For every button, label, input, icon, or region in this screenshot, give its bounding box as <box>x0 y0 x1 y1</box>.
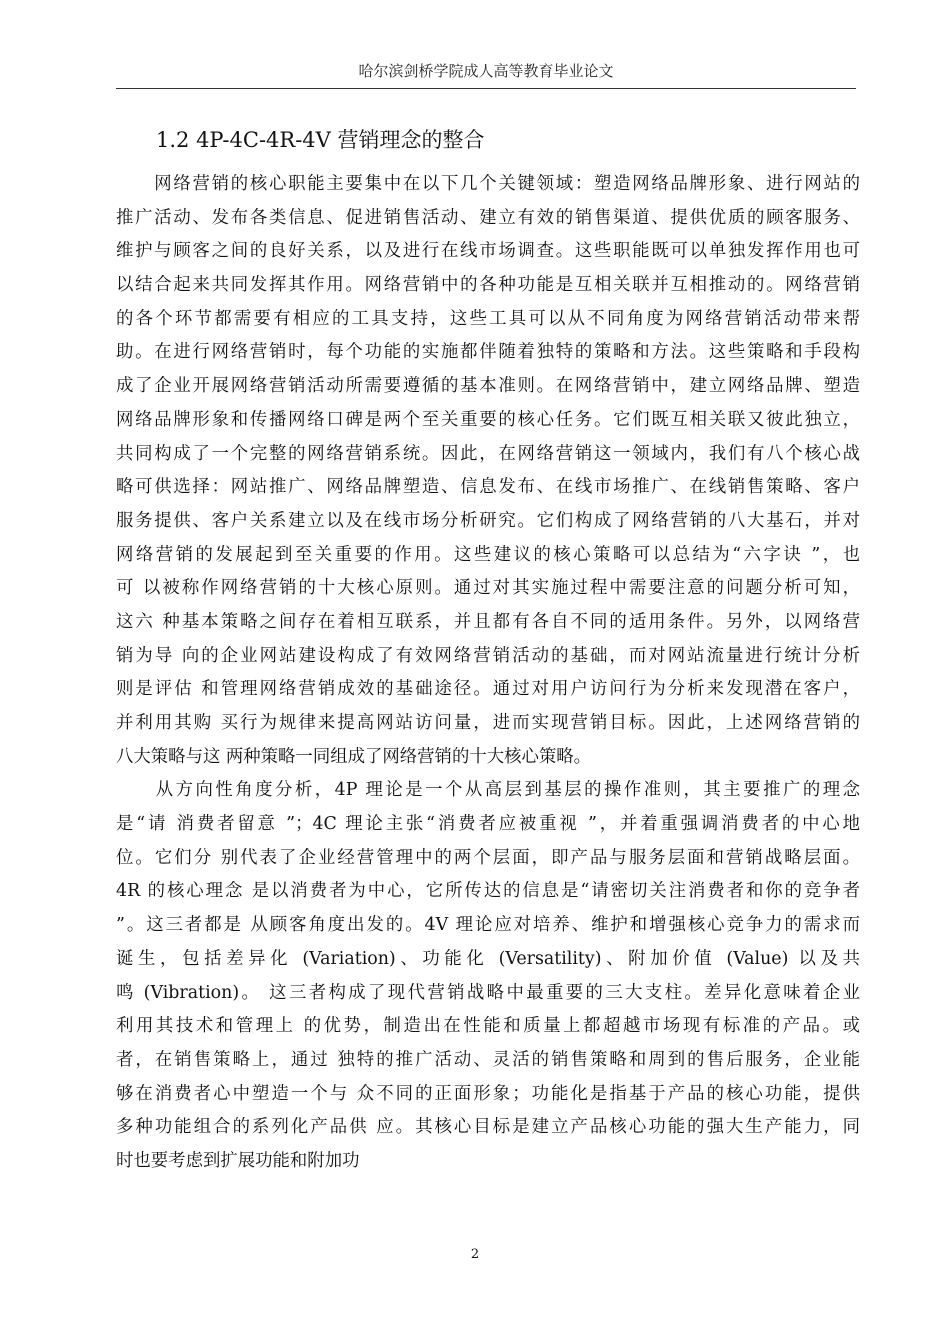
text-line: 利用其技术和管理上 的优势，制造出在性能和质量上都超越市场现有标准的产品。或 <box>116 1016 860 1037</box>
text-line: 鸣 (Vibration)。 这三者构成了现代营销战略中最重要的三大支柱。差异化意味着企业 <box>116 982 860 1003</box>
text-line: 并利用其购 买行为规律来提高网站访问量，进而实现营销目标。因此，上述网络营销的 <box>116 713 860 733</box>
body-text <box>116 168 860 1179</box>
text-line: 这六 种基本策略之间存在着相互联系，并且都有各自不同的适用条件。另外，以网络营 <box>116 611 860 632</box>
text-line: 位。它们分 别代表了企业经营管理中的两个层面，即产品与服务层面和营销战略层面。 <box>116 847 860 868</box>
text-line: ”。这三者都是 从顾客角度出发的。4V 理论应对培养、维护和增强核心竞争力的需求而 <box>116 915 860 936</box>
text-line: 助。在进行网络营销时，每个功能的实施都伴随着独特的策略和方法。这些策略和手段构 <box>116 342 860 363</box>
text-line: 够在消费者心中塑造一个与 众不同的正面形象；功能化是指基于产品的核心功能，提供 <box>116 1083 860 1104</box>
text-line: 略可供选择：网站推广、网络品牌塑造、信息发布、在线市场推广、在线销售策略、客户 <box>116 477 860 498</box>
paragraph-1 <box>116 168 860 774</box>
page-number: 2 <box>470 1247 480 1262</box>
text-line: 网络营销的发展起到至关重要的作用。这些建议的核心策略可以总结为“六字诀 ”，也 <box>116 544 860 565</box>
text-line: 成了企业开展网络营销活动所需要遵循的基本准则。在网络营销中，建立网络品牌、塑造 <box>116 376 860 397</box>
text-line: 推广活动、发布各类信息、促进销售活动、建立有效的销售渠道、提供优质的顾客服务、 <box>116 207 860 228</box>
text-line: 以结合起来共同发挥其作用。网络营销中的各种功能是互相关联并互相推动的。网络营销 <box>116 275 860 296</box>
text-line: 的各个环节都需要有相应的工具支持，这些工具可以从不同角度为网络营销活动带来帮 <box>116 308 860 329</box>
text-line: 时也要考虑到扩展功能和附加功 <box>116 1150 360 1171</box>
text-line: 网络营销的核心职能主要集中在以下几个关键领域：塑造网络品牌形象、进行网站的 <box>116 174 860 194</box>
header-rule <box>116 88 856 89</box>
paragraph-2 <box>116 774 860 1178</box>
text-line: 服务提供、客户关系建立以及在线市场分析研究。它们构成了网络营销的八大基石，并对 <box>116 510 860 531</box>
text-line: 从方向性角度分析，4P 理论是一个从高层到基层的操作准则，其主要推广的理念 <box>116 780 860 801</box>
text-line: 维护与顾客之间的良好关系，以及进行在线市场调查。这些职能既可以单独发挥作用也可 <box>116 241 860 262</box>
text-line: 4R 的核心理念 是以消费者为中心，它所传达的信息是“请密切关注消费者和你的竞争者 <box>116 881 860 902</box>
text-line: 销为导 向的企业网站建设构成了有效网络营销活动的基础，而对网站流量进行统计分析 <box>116 645 860 666</box>
text-line: 者，在销售策略上，通过 独特的推广活动、灵活的销售策略和周到的售后服务，企业能 <box>116 1049 860 1070</box>
text-line: 可 以被称作网络营销的十大核心原则。通过对其实施过程中需要注意的问题分析可知， <box>116 578 860 599</box>
text-line: 八大策略与这 两种策略一同组成了网络营销的十大核心策略。 <box>116 746 592 767</box>
section-heading: 1.2 4P-4C-4R-4V 营销理念的整合 <box>156 128 485 152</box>
running-header: 哈尔滨剑桥学院成人高等教育毕业论文 <box>358 62 614 80</box>
text-line: 网络品牌形象和传播网络口碑是两个至关重要的核心任务。它们既互相关联又彼此独立， <box>116 409 860 430</box>
text-line: 多种功能组合的系列化产品供 应。其核心目标是建立产品核心功能的强大生产能力，同 <box>116 1117 860 1138</box>
text-line: 诞生，包括差异化 (Variation)、功能化 (Versatility)、附加价值 (Value) 以及共 <box>116 948 860 969</box>
text-line: 是“请 消费者留意 ”；4C 理论主张“消费者应被重视 ”，并着重强调消费者的中心地 <box>116 814 860 835</box>
text-line: 共同构成了一个完整的网络营销系统。因此，在网络营销这一领域内，我们有八个核心战 <box>116 443 860 464</box>
text-line: 则是评估 和管理网络营销成效的基础途径。通过对用户访问行为分析来发现潜在客户， <box>116 679 860 700</box>
